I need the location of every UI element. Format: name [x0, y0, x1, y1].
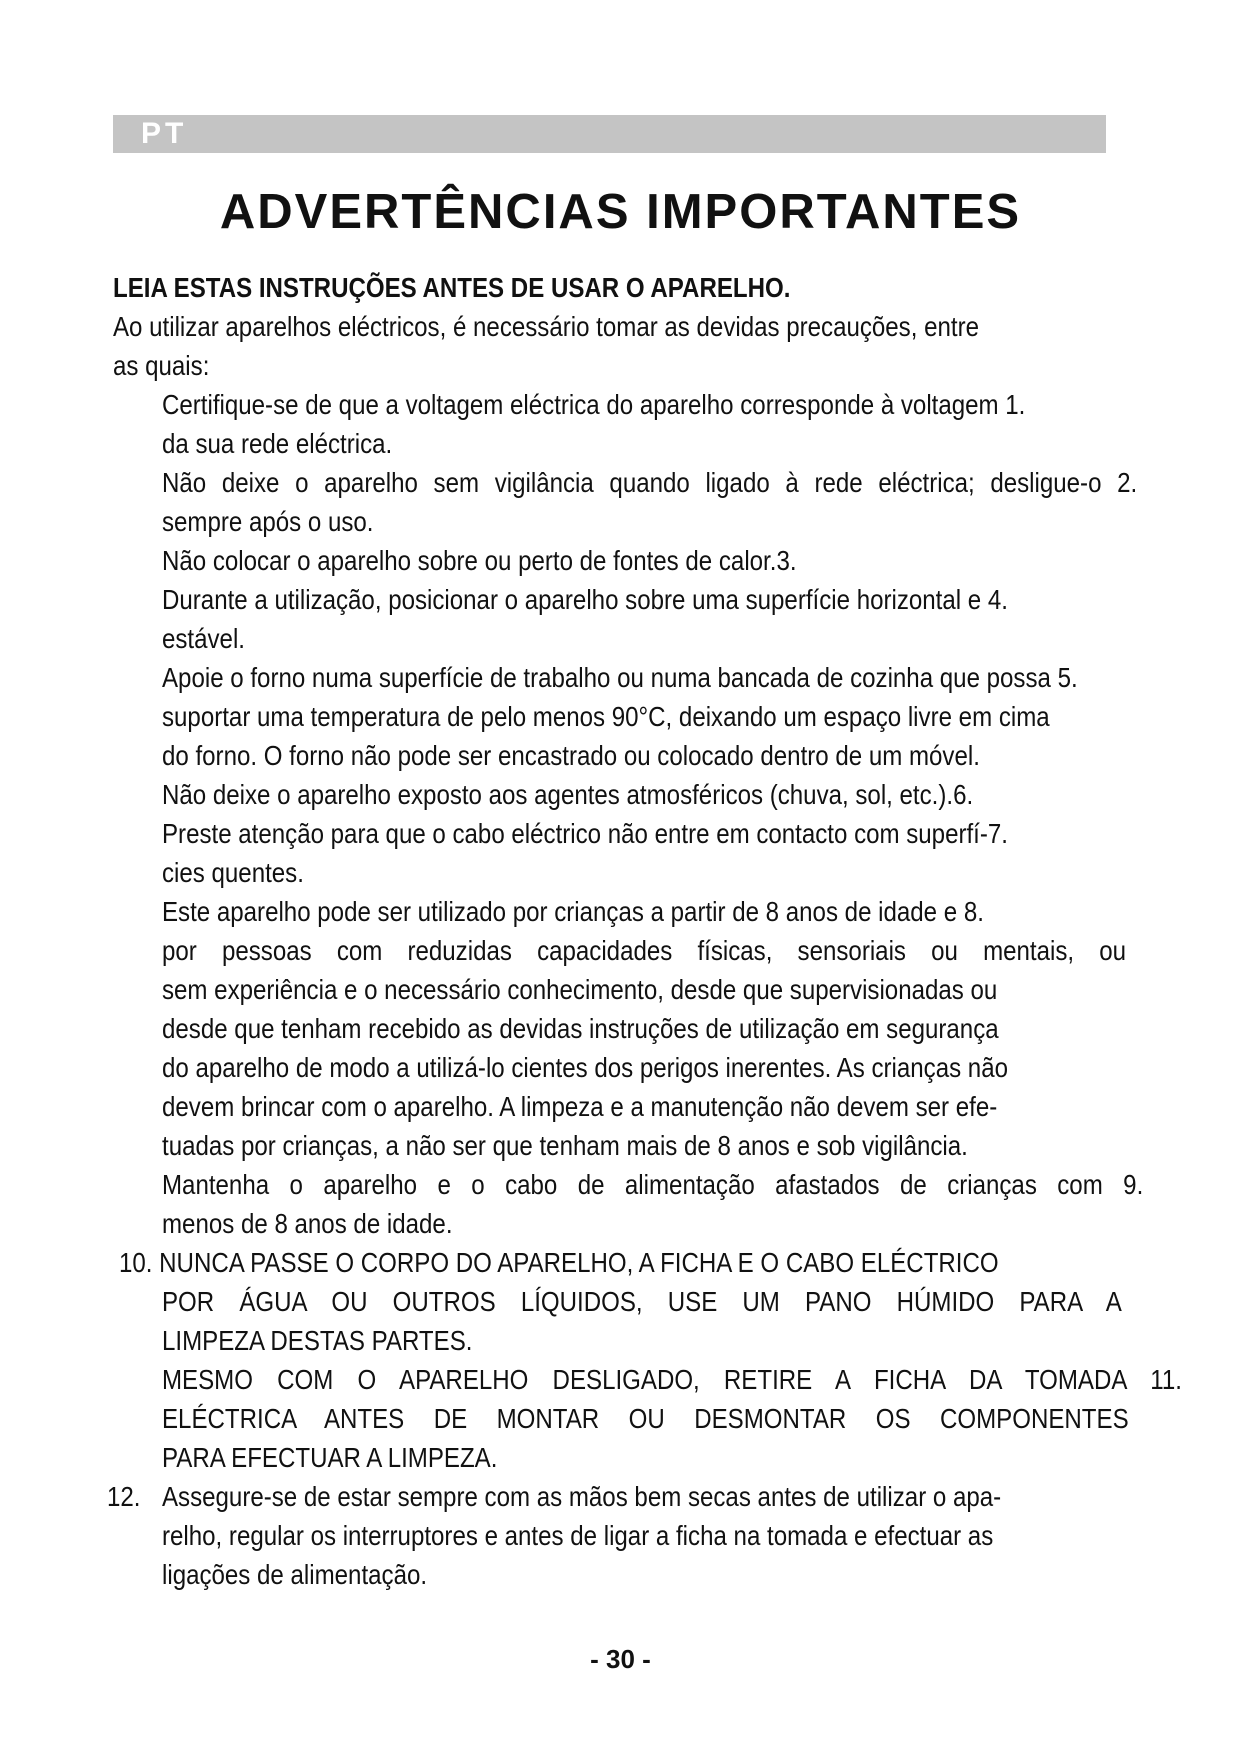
text-line: ligações de alimentação. — [162, 1559, 428, 1590]
text-line: as quais: — [113, 350, 210, 381]
text-line: menos de 8 anos de idade. — [162, 1208, 453, 1239]
text-line: ELÉCTRICA ANTES DE MONTAR OU DESMONTAR OS COMPONENTES — [162, 1403, 1129, 1434]
text-line: POR ÁGUA OU OUTROS LÍQUIDOS, USE UM PANO HÚMIDO PARA A — [162, 1286, 1122, 1317]
text-line: 10. NUNCA PASSE O CORPO DO APARELHO, A FICHA E O CABO ELÉCTRICO — [119, 1247, 999, 1278]
text-line: Assegure-se de estar sempre com as mãos bem secas antes de utilizar o apa- — [162, 1481, 1002, 1512]
page-number: - 30 - — [590, 1644, 651, 1674]
text-line: MESMO COM O APARELHO DESLIGADO, RETIRE A FICHA DA TOMADA 11. — [162, 1364, 1182, 1395]
text-line: cies quentes. — [162, 857, 304, 888]
text-line: Certifique-se de que a voltagem eléctrica do aparelho corresponde à voltagem 1. — [162, 389, 1026, 420]
text-line: PARA EFECTUAR A LIMPEZA. — [162, 1442, 498, 1473]
text-line: relho, regular os interruptores e antes de ligar a ficha na tomada e efectuar as — [162, 1520, 994, 1551]
text-line: do aparelho de modo a utilizá-lo cientes dos perigos inerentes. As crianças não — [162, 1052, 1008, 1083]
text-line: desde que tenham recebido as devidas instruções de utilização em segurança — [162, 1013, 999, 1044]
text-line: Não deixe o aparelho sem vigilância quando ligado à rede eléctrica; desligue-o 2. — [162, 467, 1138, 498]
text-line: Durante a utilização, posicionar o aparelho sobre uma superfície horizontal e 4. — [162, 584, 1008, 615]
text-line: Apoie o forno numa superfície de trabalho ou numa bancada de cozinha que possa 5. — [162, 662, 1078, 693]
intro-heading: LEIA ESTAS INSTRUÇÕES ANTES DE USAR O APARELHO. — [113, 272, 791, 303]
text-line: LIMPEZA DESTAS PARTES. — [162, 1325, 473, 1356]
text-line: do forno. O forno não pode ser encastrado ou colocado dentro de um móvel. — [162, 740, 980, 771]
text-line: devem brincar com o aparelho. A limpeza e a manutenção não devem ser efe- — [162, 1091, 998, 1122]
text-line: Este aparelho pode ser utilizado por crianças a partir de 8 anos de idade e 8. — [162, 896, 984, 927]
text-line: tuadas por crianças, a não ser que tenham mais de 8 anos e sob vigilância. — [162, 1130, 968, 1161]
text-line: da sua rede eléctrica. — [162, 428, 393, 459]
item-number: 12. — [107, 1481, 141, 1512]
text-line: sempre após o uso. — [162, 506, 374, 537]
text-line: sem experiência e o necessário conhecimento, desde que supervisionadas ou — [162, 974, 998, 1005]
text-line: suportar uma temperatura de pelo menos 90°C, deixando um espaço livre em cima — [162, 701, 1050, 732]
text-line: estável. — [162, 623, 245, 654]
text-line: por pessoas com reduzidas capacidades físicas, sensoriais ou mentais, ou — [162, 935, 1127, 966]
page-title: ADVERTÊNCIAS IMPORTANTES — [219, 185, 1022, 239]
text-line: Não deixe o aparelho exposto aos agentes atmosféricos (chuva, sol, etc.).6. — [162, 779, 974, 810]
language-code: PT — [141, 117, 188, 150]
text-line: Não colocar o aparelho sobre ou perto de fontes de calor.3. — [162, 545, 797, 576]
text-line: Mantenha o aparelho e o cabo de alimentação afastados de crianças com 9. — [162, 1169, 1144, 1200]
text-line: Ao utilizar aparelhos eléctricos, é necessário tomar as devidas precauções, entre — [113, 311, 979, 342]
language-bar — [113, 115, 1106, 153]
text-line: Preste atenção para que o cabo eléctrico não entre em contacto com superfí-7. — [162, 818, 1008, 849]
